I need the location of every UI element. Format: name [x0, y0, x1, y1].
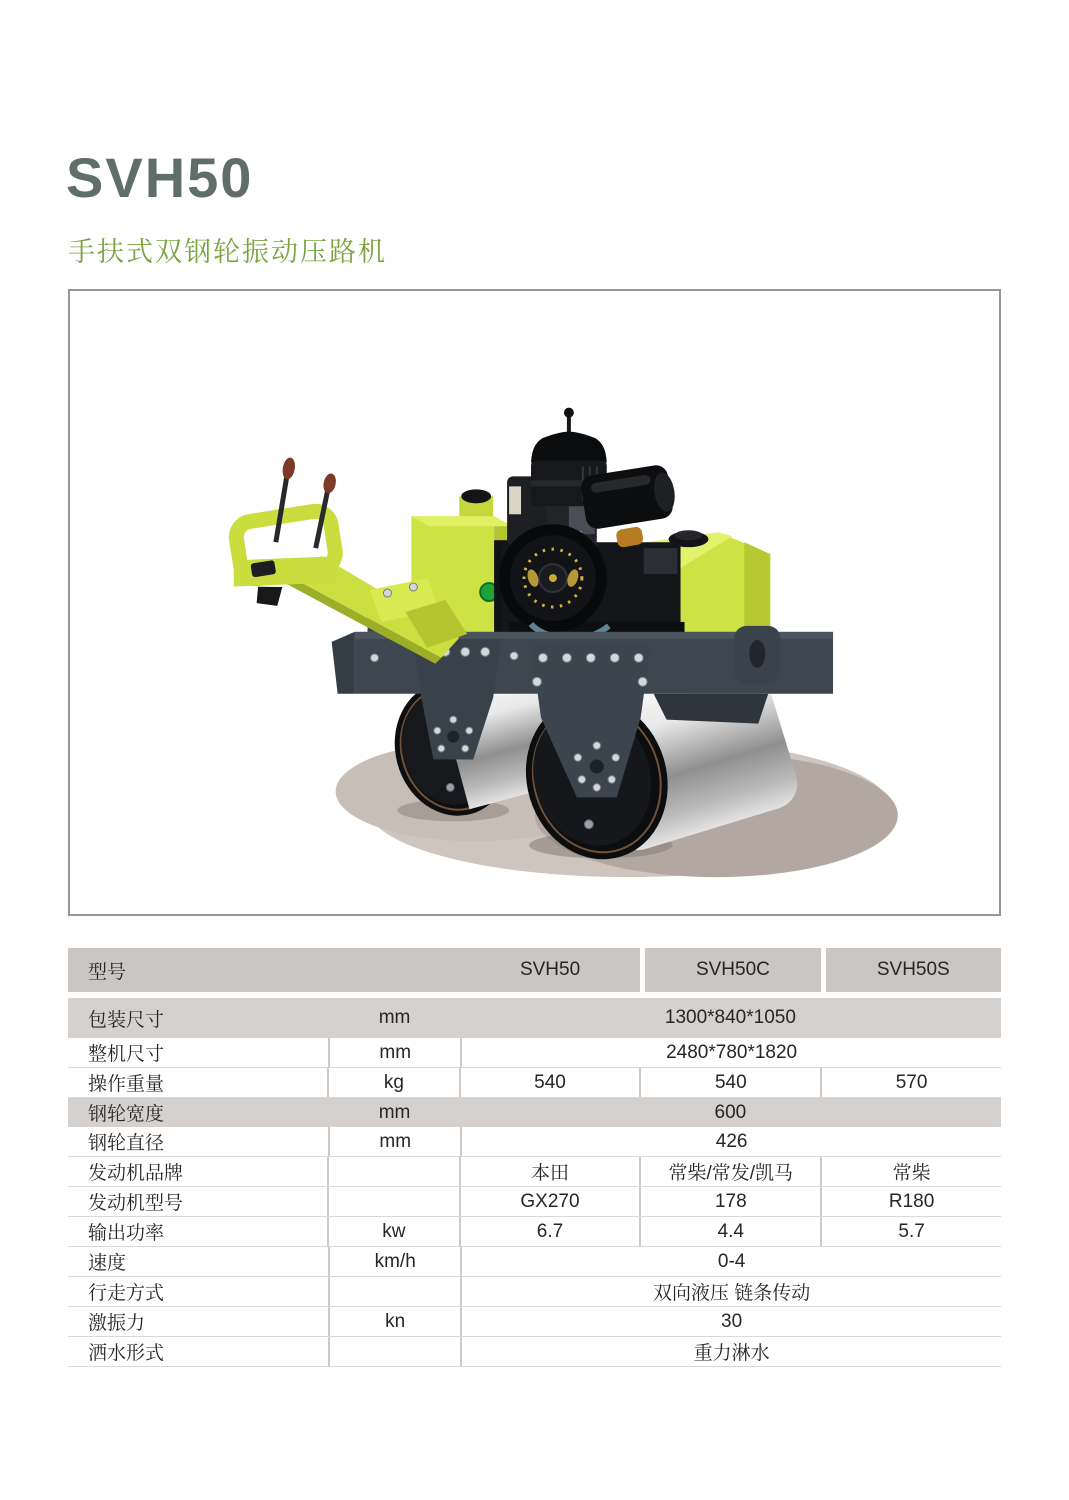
row-label: 行走方式	[88, 1283, 165, 1304]
table-row-operating-weight	[68, 1068, 1001, 1098]
table-header-row	[68, 948, 1001, 992]
header-model-1: SVH50	[519, 959, 581, 980]
row-label: 钢轮宽度	[88, 1104, 165, 1125]
row-value-1: 6.7	[459, 1217, 640, 1246]
row-unit: km/h	[328, 1247, 460, 1276]
row-value: 0-4	[460, 1247, 1001, 1276]
product-image-frame	[68, 289, 1001, 916]
row-value-2: 4.4	[639, 1217, 820, 1246]
table-row-speed	[68, 1247, 1001, 1277]
product-illustration	[70, 291, 999, 914]
row-label: 输出功率	[88, 1223, 165, 1244]
spec-table	[68, 948, 1001, 1367]
table-row-engine-model	[68, 1187, 1001, 1217]
row-label: 包装尺寸	[88, 1009, 165, 1031]
row-value: 双向液压 链条传动	[460, 1277, 1001, 1306]
row-value-1: 540	[459, 1068, 640, 1097]
row-label: 速度	[88, 1253, 127, 1274]
row-value-3: R180	[820, 1187, 1001, 1216]
row-label: 发动机型号	[88, 1193, 184, 1214]
row-value: 2480*780*1820	[460, 1038, 1001, 1067]
row-value-2: 178	[639, 1187, 820, 1216]
row-unit	[327, 1157, 458, 1186]
table-row-travel-mode	[68, 1277, 1001, 1307]
table-row-packing-size	[68, 998, 1001, 1038]
row-value-2: 540	[639, 1068, 820, 1097]
row-value-3: 570	[820, 1068, 1001, 1097]
filler-cap	[461, 489, 491, 503]
row-value: 600	[714, 1101, 747, 1123]
row-unit	[328, 1277, 460, 1306]
header-label: 型号	[88, 961, 127, 983]
row-value-1: 本田	[459, 1157, 640, 1186]
row-value: 1300*840*1050	[664, 1007, 796, 1028]
row-label: 洒水形式	[88, 1343, 165, 1364]
row-value-3: 5.7	[820, 1217, 1001, 1246]
table-row-watering-mode	[68, 1337, 1001, 1367]
table-row-drum-width	[68, 1098, 1001, 1127]
row-unit: mm	[328, 1127, 460, 1156]
table-row-exciting-force	[68, 1307, 1001, 1337]
row-label: 钢轮直径	[88, 1133, 165, 1154]
recoil-starter	[499, 524, 607, 632]
row-label: 发动机品牌	[88, 1163, 184, 1184]
header-model-3: SVH50S	[821, 948, 1001, 992]
row-unit: mm	[378, 1007, 411, 1028]
table-row-output-power	[68, 1217, 1001, 1247]
row-value: 426	[460, 1127, 1001, 1156]
table-row-engine-brand	[68, 1157, 1001, 1187]
row-unit	[327, 1187, 458, 1216]
table-row-drum-diameter	[68, 1127, 1001, 1157]
row-label: 激振力	[88, 1313, 146, 1334]
row-unit: kn	[328, 1307, 460, 1336]
page-subtitle: 手扶式双钢轮振动压路机	[68, 237, 387, 267]
row-value-3: 常柴	[820, 1157, 1001, 1186]
row-value: 30	[460, 1307, 1001, 1336]
row-unit: kw	[327, 1217, 458, 1246]
row-unit: mm	[328, 1038, 460, 1067]
row-label: 操作重量	[88, 1074, 165, 1095]
page-title: SVH50	[66, 146, 254, 209]
row-unit: mm	[378, 1101, 411, 1123]
engine	[499, 408, 684, 639]
row-unit	[328, 1337, 460, 1366]
row-label: 整机尺寸	[88, 1044, 165, 1065]
table-row-overall-size	[68, 1038, 1001, 1068]
row-value-1: GX270	[459, 1187, 640, 1216]
header-model-2: SVH50C	[640, 948, 820, 992]
row-value-2: 常柴/常发/凯马	[639, 1157, 820, 1186]
row-unit: kg	[327, 1068, 458, 1097]
row-value: 重力淋水	[460, 1337, 1001, 1366]
